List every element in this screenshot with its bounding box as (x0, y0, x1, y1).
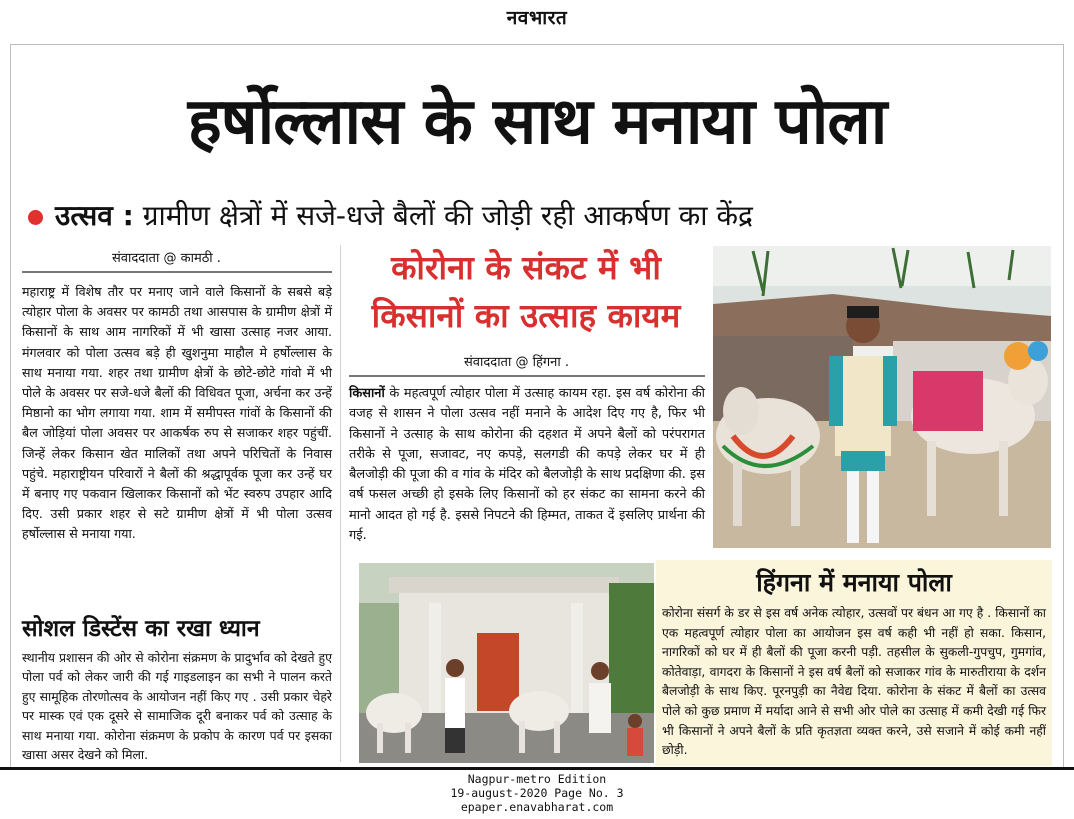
subheadline-keyword: उत्सव : (55, 199, 134, 232)
kamthi-body-2: स्थानीय प्रशासन की ओर से कोरोना संक्रमण के प्रादुर्भाव को देखते हुए पोला पर्व को लेकर जारी की गई गाइडलाइन का सभी ने पालन करते हुए सामूहिक तोरणोत्सव के आयोजन नहीं किए गए . उसी प्रकार चेहरे पर मास्क एवं एक दूसरे से सामाजिक दूरी बनाकर पर्व को उत्साह के साथ मनाया गया. कोरोना संक्रमण के प्रकोप के कारण पर्व पर इसका खासा असर देखने को मिला. (22, 650, 332, 763)
footer-date-page: 19-august-2020 Page No. 3 (450, 786, 624, 800)
footer-edition: Nagpur-metro Edition (467, 772, 607, 786)
hingna-rule (349, 375, 705, 377)
hingna-headline (345, 244, 707, 340)
hingna-body: के महत्वपूर्ण त्योहार पोला में उत्साह कायम रहा. इस वर्ष कोरोना की वजह से शासन ने पोला उत्सव नहीं मनाने के आदेश दिए गए है, फिर भी किसानों ने उत्साह के साथ कोरोना की दहशत में अपने बैलों को परंपरागत तरीके से पूजा, सजावट, नए कपड़े, सलगडी की कपड़े लेकर घर में ही बैलजोड़ी की पूजा की व गांव के मंदिर को बैलजोड़ी के साथ प्रदक्षिणा की. इस वर्ष फसल अच्छी हो इसके लिए किसानों को हर संकट का सामना करने की मानो आदत हो गई है. इससे निपटने की हिम्मत, ताकत दें इसलिए प्रार्थना की गई. (349, 386, 705, 544)
kamthi-subhead: सोशल डिस्टेंस का रखा ध्यान (22, 616, 260, 642)
footer-url[interactable]: epaper.enavabharat.com (460, 800, 614, 814)
hingna-headline-line2: किसानों का उत्साह कायम (371, 296, 681, 335)
kamthi-byline: संवाददाता @ कामठी . (112, 251, 221, 266)
photo-temple-bulls (359, 563, 654, 763)
main-headline: हर्षोल्लास के साथ मनाया पोला (187, 85, 887, 159)
footer (0, 772, 1074, 814)
kamthi-body: महाराष्ट्र में विशेष तौर पर मनाए जाने वाले किसानों के सबसे बड़े त्योहार पोला के अवसर पर कामठी तथा आसपास के ग्रामीण क्षेत्रों में किसानों के साथ आम नागरिकों में भी खासा उत्साह नजर आया. मंगलवार को पोला उत्सव बड़े ही खुशनुमा माहौल मे हर्षोल्लास के साथ मनाया गया. शहर तथा ग्रामीण क्षेत्रों के छोटे-छोटे गांवो में भी पोले के अवसर पर सजे-धजे बैलों की विधिवत पूजा, अर्चना कर उन्हें मिष्ठानो का भोग लगाया गया. शाम में समीपस्त गांवों के किसानों की बैल जोड़ियां पोला अवसर पर आकर्षक रुप से सजाकर शहर पहुंचीं. जिन्हें लेकर किसान खेत मालिकों तथा अपने परिचितों के निवास पहुंचे. महाराष्ट्रीयन परिवारों ने बैलों की श्रद्धापूर्वक पूजा कर उन्हें घर में बनाए गए पकवान खिलाकर किसानों को भेंट स्वरुप उपहार आदि दिए. उसी प्रकार शहर से सटे ग्रामीण क्षेत्रों में भी पोला उत्सव हर्षोल्लास से मनाया गया. (22, 284, 332, 542)
kamthi-article (22, 282, 332, 545)
hingna-headline-line1: कोरोना के संकट में भी (391, 248, 661, 287)
masthead: नवभारत (506, 7, 568, 29)
photo-farmer-with-bulls (713, 246, 1051, 548)
column-divider (340, 245, 341, 762)
hingna-lead: किसानों (349, 386, 385, 401)
hingna-byline: संवाददाता @ हिंगना . (464, 355, 570, 370)
bullet-dot-icon (28, 210, 43, 225)
kamthi-article-2 (22, 648, 332, 764)
subheadline (28, 196, 1058, 236)
hingna-box-article (662, 604, 1046, 761)
hingna-box-title: हिंगना में मनाया पोला (756, 568, 952, 597)
subheadline-text: ग्रामीण क्षेत्रों में सजे-धजे बैलों की जोड़ी रही आकर्षण का केंद्र (142, 199, 753, 232)
hingna-box-body: कोरोना संसर्ग के डर से इस वर्ष अनेक त्योहार, उत्सवों पर बंधन आ गए है . किसानों का एक महत्वपूर्ण त्योहार पोला का आयोजन इस वर्ष कही भी नहीं हो सका. किसान, नागरिकों को घर में ही बैलों की पूजा करनी पड़ी. तहसील के सुकली-गुपचुप, गुमगांव, कोतेवाड़ा, वागदरा के किसानों ने इस वर्ष बैलों को सजाकर गांव के मारुतीराया के दर्शन बैलजोड़ी के साथ किए. पूरनपुड़ी का नैवेद्य दिया. कोरोना के संकट में बैलों का उत्सव पोले को कुछ प्रमाण में मर्यादा आने से सभी ओर पोले का उत्साह में कमी देखी गई फिर भी किसानों ने अपने बैलों के प्रति कृतज्ञता व्यक्त करने, उसे सजाने में कोई कमी नहीं छोड़ी. (662, 606, 1046, 758)
footer-rule (0, 767, 1074, 770)
hingna-article (349, 384, 705, 546)
kamthi-rule (22, 271, 332, 273)
